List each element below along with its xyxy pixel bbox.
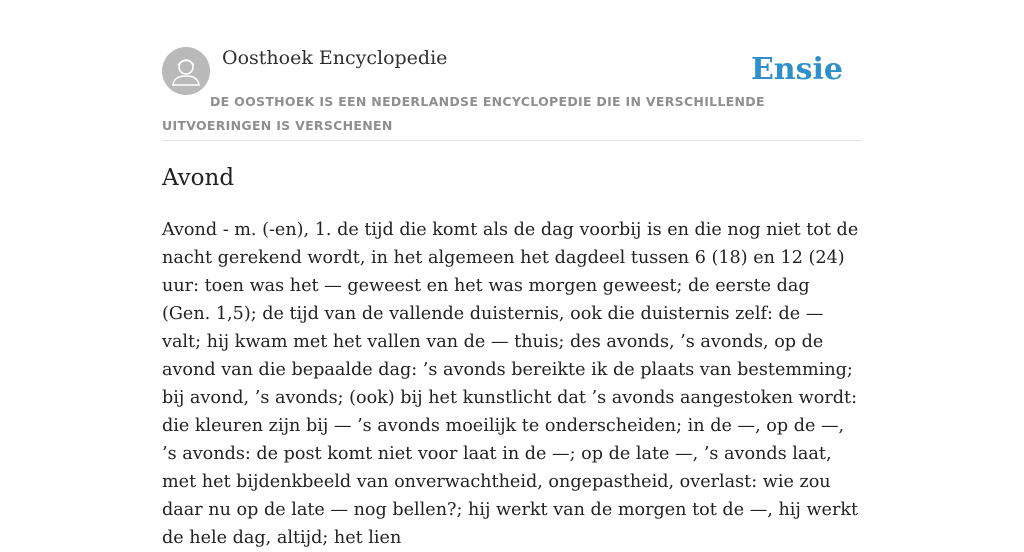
author-avatar[interactable] xyxy=(162,47,210,95)
site-tagline: DE OOSTHOEK IS EEN NEDERLANDSE ENCYCLOPEDIE DIE IN VERSCHILLENDE UITVOERINGEN IS VERSCHENEN xyxy=(162,94,765,133)
article-body: Avond - m. (-en), 1. de tijd die komt als de dag voorbij is en die nog niet tot de nacht gerekend wordt, in het algemeen het dagdeel tussen 6 (18) en 12 (24) uur: toen was het — geweest en het was morgen geweest; de eerste dag (Gen. 1,5); de tijd van de vallende duisternis, ook die duisternis zelf: de — valt; hij kwam met het vallen van de — thuis; des avonds, ’s avonds, op de avond van die bepaalde dag: ’s avonds bereikte ik de plaats van bestemming; bij avond, ’s avonds; (ook) bij het kunstlicht dat ’s avonds aangestoken wordt: die kleuren zijn bij — ’s avonds moeilijk te onderscheiden; in de —, op de —, ’s avonds: de post komt niet voor laat in de —; op de late —, ’s avonds laat, met het bijdenkbeeld van onverwachtheid, ongepastheid, overlast: wie zou daar nu op de late — nog bellen?; hij werkt van de morgen tot de —, hij werkt de hele dag, altijd; het lien xyxy=(162,220,859,548)
ensie-logo[interactable]: Ensie xyxy=(750,52,843,87)
article-title: Avond xyxy=(162,165,235,191)
site-title-link[interactable]: Oosthoek Encyclopedie xyxy=(222,47,448,69)
header xyxy=(162,46,862,141)
user-silhouette-icon xyxy=(162,47,210,95)
